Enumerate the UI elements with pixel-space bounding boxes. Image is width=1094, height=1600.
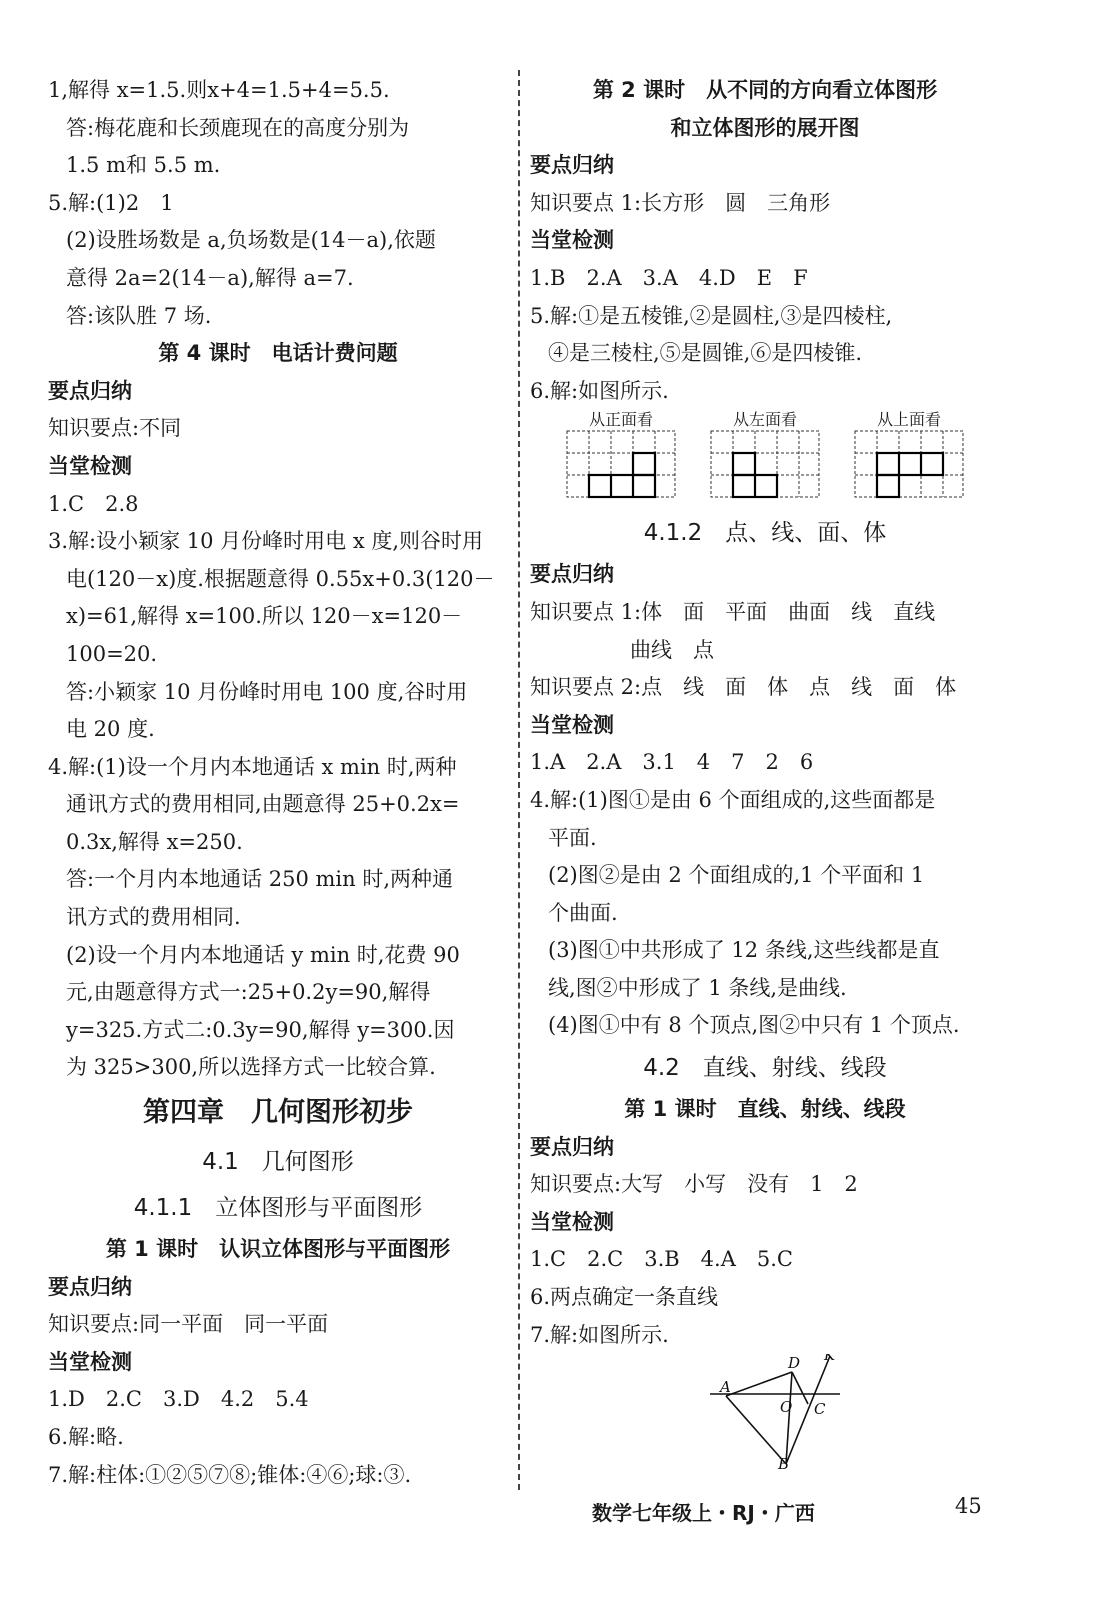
section-label: 要点归纳 <box>530 1134 614 1159</box>
subsection-title: 4.1.2 点、线、面、体 <box>643 520 887 547</box>
text-line: x)=61,解得 x=100.所以 120－x=120－ <box>66 604 463 629</box>
view-label: 从正面看 <box>588 410 653 430</box>
text-line: 1,解得 x=1.5.则x+4=1.5+4=5.5. <box>48 78 390 102</box>
text-line: 知识要点:大写 小写 没有 1 2 <box>530 1172 858 1197</box>
text-line: 曲线 点 <box>630 637 714 662</box>
text-line: 1.C 2.8 <box>48 491 139 516</box>
text-line: (2)设一个月内本地通话 y min 时,花费 90 <box>66 942 460 967</box>
lesson-heading: 和立体图形的展开图 <box>670 115 860 140</box>
text-line: 6.两点确定一条直线 <box>530 1285 719 1310</box>
point-label-o: O <box>780 1398 793 1417</box>
section-label: 当堂检测 <box>530 228 614 253</box>
section-label: 当堂检测 <box>48 453 132 478</box>
text-line: 答:梅花鹿和长颈鹿现在的高度分别为 <box>66 115 410 140</box>
text-line: 5.解:①是五棱锥,②是圆柱,③是四棱柱, <box>530 303 893 328</box>
text-line: (4)图①中有 8 个顶点,图②中只有 1 个顶点. <box>548 1013 960 1038</box>
text-line: 6.解:略. <box>48 1425 124 1449</box>
section-label: 要点归纳 <box>48 1274 132 1299</box>
text-line: 答:该队胜 7 场. <box>66 303 212 328</box>
text-line: 知识要点 2:点 线 面 体 点 线 面 体 <box>530 675 957 700</box>
page-number: 45 <box>955 1494 982 1518</box>
text-line: 知识要点:同一平面 同一平面 <box>48 1312 329 1337</box>
front-view-grid <box>566 430 676 500</box>
point-label-c: C <box>814 1400 826 1419</box>
text-line: 知识要点:不同 <box>48 416 182 441</box>
view-label: 从上面看 <box>876 410 941 430</box>
subsection-title: 4.1.1 立体图形与平面图形 <box>133 1195 423 1222</box>
front-view <box>566 410 676 504</box>
text-line: 3.解:设小颖家 10 月份峰时用电 x 度,则谷时用 <box>48 529 484 554</box>
text-line: 7.解:如图所示. <box>530 1322 669 1347</box>
text-line: 元,由题意得方式一:25+0.2y=90,解得 <box>66 980 431 1005</box>
left-column <box>48 72 508 1494</box>
text-line: 答:小颖家 10 月份峰时用电 100 度,谷时用 <box>66 679 468 704</box>
geometry-figure <box>530 1354 1000 1472</box>
text-line: 1.B 2.A 3.A 4.D E F <box>530 265 808 290</box>
text-line: 4.解:(1)设一个月内本地通话 x min 时,两种 <box>48 754 457 779</box>
chapter-title: 第四章 几何图形初步 <box>143 1097 413 1129</box>
views-figure <box>530 410 1000 510</box>
point-label-d: D <box>788 1354 801 1373</box>
text-line: 5.解:(1)2 1 <box>48 190 174 215</box>
text-line: 1.A 2.A 3.1 4 7 2 6 <box>530 750 814 775</box>
top-view <box>854 410 964 504</box>
text-line: (3)图①中共形成了 12 条线,这些线都是直 <box>548 938 940 963</box>
text-line: 讯方式的费用相同. <box>66 905 241 930</box>
text-line: (2)图②是由 2 个面组成的,1 个平面和 1 <box>548 863 925 888</box>
left-view-grid <box>710 430 820 500</box>
section-label: 要点归纳 <box>530 153 614 178</box>
text-line: 电 20 度. <box>66 717 155 742</box>
text-line: 100=20. <box>66 641 158 666</box>
text-line: 4.解:(1)图①是由 6 个面组成的,这些面都是 <box>530 787 936 812</box>
section-title: 4.1 几何图形 <box>202 1149 354 1176</box>
text-line: 1.D 2.C 3.D 4.2 5.4 <box>48 1387 309 1412</box>
page-footer: 数学七年级上・RJ・广西 <box>592 1501 815 1525</box>
section-label: 当堂检测 <box>48 1349 132 1374</box>
text-line: ④是三棱柱,⑤是圆锥,⑥是四棱锥. <box>548 341 863 366</box>
lines-diagram <box>530 1354 1000 1472</box>
text-line: (2)设胜场数是 a,负场数是(14－a),依题 <box>66 228 436 253</box>
point-label-a: A <box>720 1378 731 1397</box>
top-view-grid <box>854 430 964 500</box>
view-label: 从左面看 <box>732 410 797 430</box>
text-line: 知识要点 1:长方形 圆 三角形 <box>530 190 831 215</box>
text-line: 为 325>300,所以选择方式一比较合算. <box>66 1055 436 1080</box>
text-line: 1.C 2.C 3.B 4.A 5.C <box>530 1247 793 1272</box>
text-line: y=325.方式二:0.3y=90,解得 y=300.因 <box>66 1017 455 1042</box>
point-label-b: B <box>778 1455 790 1473</box>
section-label: 当堂检测 <box>530 1209 614 1234</box>
section-label: 要点归纳 <box>530 562 614 587</box>
text-line: 通讯方式的费用相同,由题意得 25+0.2x= <box>66 792 460 817</box>
lesson-heading: 第 4 课时 电话计费问题 <box>158 341 398 366</box>
text-line: 个曲面. <box>548 900 618 925</box>
text-line: 平面. <box>548 825 597 850</box>
section-label: 要点归纳 <box>48 378 132 403</box>
lesson-heading: 第 2 课时 从不同的方向看立体图形 <box>592 78 938 102</box>
text-line: 意得 2a=2(14－a),解得 a=7. <box>66 265 354 290</box>
lesson-heading: 第 1 课时 直线、射线、线段 <box>624 1097 906 1122</box>
text-line: 7.解:柱体:①②⑤⑦⑧;锥体:④⑥;球:③. <box>48 1462 412 1487</box>
text-line: 0.3x,解得 x=250. <box>66 829 243 854</box>
text-line: 知识要点 1:体 面 平面 曲面 线 直线 <box>530 599 936 624</box>
point-label-k: K <box>824 1354 836 1365</box>
column-divider <box>518 70 520 1490</box>
text-line: 6.解:如图所示. <box>530 378 669 403</box>
section-label: 当堂检测 <box>530 712 614 737</box>
left-view <box>710 410 820 504</box>
lesson-heading: 第 1 课时 认识立体图形与平面图形 <box>105 1237 451 1262</box>
right-column <box>530 72 1000 1472</box>
text-line: 1.5 m和 5.5 m. <box>66 153 221 178</box>
section-title: 4.2 直线、射线、线段 <box>643 1055 887 1082</box>
text-line: 答:一个月内本地通话 250 min 时,两种通 <box>66 867 454 892</box>
text-line: 电(120－x)度.根据题意得 0.55x+0.3(120－ <box>66 566 495 591</box>
text-line: 线,图②中形成了 1 条线,是曲线. <box>548 975 847 1000</box>
